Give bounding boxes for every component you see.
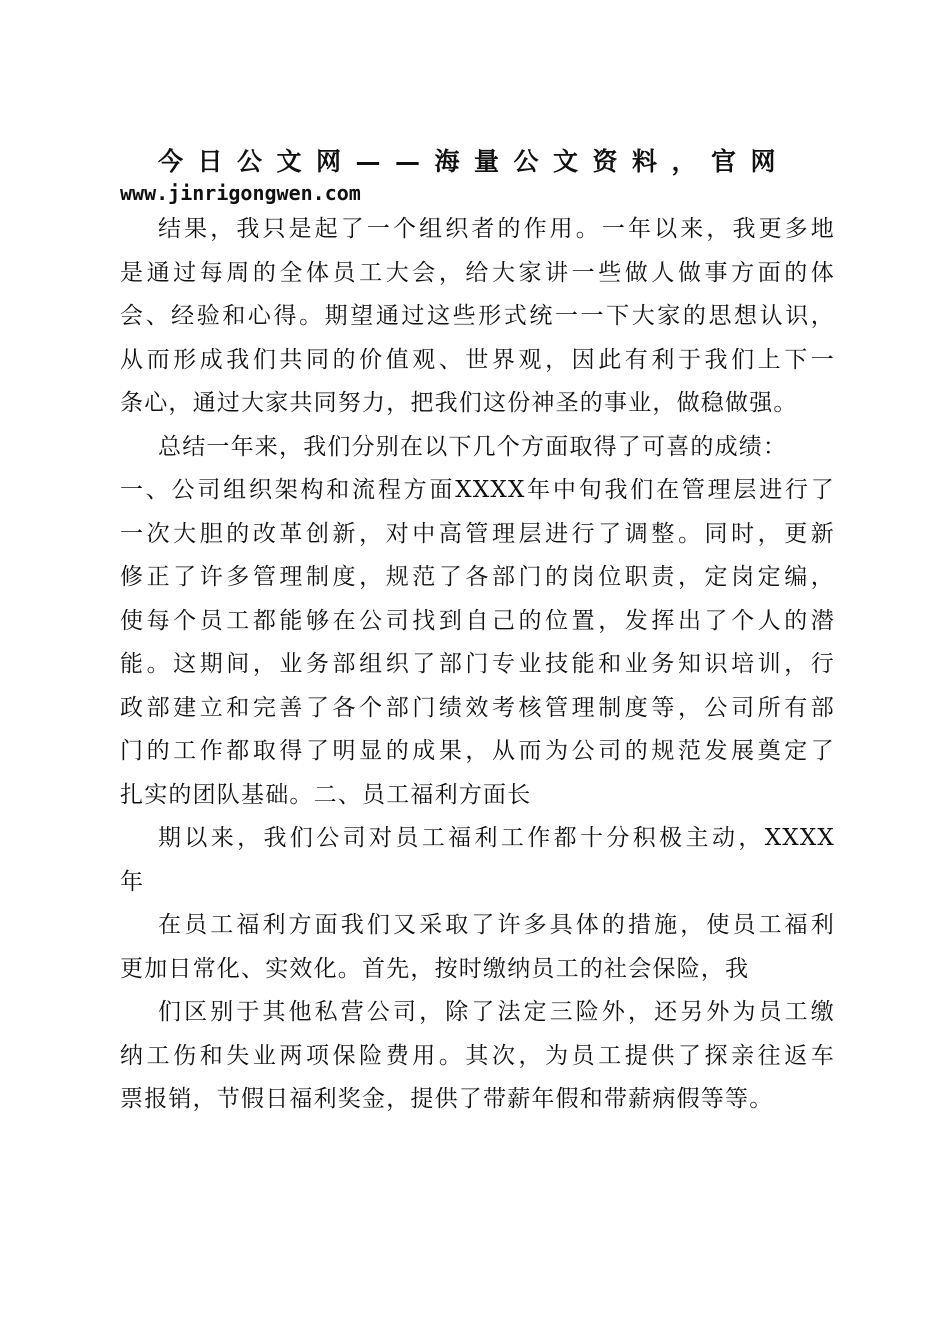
text-line: 修正了许多管理制度，规范了各部门的岗位职责，定岗定编， [120, 564, 835, 590]
text-line: 使每个员工都能够在公司找到自己的位置，发挥出了个人的潜 [120, 607, 835, 634]
header-title: 今日公文网——海量公文资料，官网 [158, 147, 791, 176]
text-line: 一、公司组织架构和流程方面XXXX年中旬我们在管理层进行了 [120, 477, 835, 503]
document-page [120, 140, 835, 1122]
text-line: 是通过每周的全体员工大会，给大家讲一些做人做事方面的体 [120, 259, 835, 286]
text-line: 们区别于其他私营公司，除了法定三险外，还另外为员工缴 [158, 999, 835, 1025]
text-line: 政部建立和完善了各个部门绩效考核管理制度等，公司所有部 [120, 694, 835, 721]
text-line: 一次大胆的改革创新，对中高管理层进行了调整。同时，更新 [120, 520, 835, 547]
header-url: www.jinrigongwen.com [120, 181, 361, 205]
text-line: 纳工伤和失业两项保险费用。其次，为员工提供了探亲往返车 [120, 1042, 835, 1069]
text-line: 更加日常化、实效化。首先，按时缴纳员工的社会保险，我 [120, 955, 750, 982]
text-line: 期以来，我们公司对员工福利工作都十分积极主动，XXXX [158, 825, 835, 851]
text-line: 在员工福利方面我们又采取了许多具体的措施，使员工福利 [158, 912, 835, 938]
paragraph [120, 469, 835, 817]
text-line: 结果，我只是起了一个组织者的作用。一年以来，我更多地 [158, 216, 835, 242]
paragraph [120, 817, 835, 904]
text-line: 会、经验和心得。期望通过这些形式统一一下大家的思想认识， [120, 303, 835, 329]
text-line: 扎实的团队基础。二、员工福利方面长 [120, 781, 532, 808]
text-line: 门的工作都取得了明显的成果，从而为公司的规范发展奠定了 [120, 738, 835, 764]
paragraph [120, 208, 835, 426]
text-line: 年 [120, 868, 145, 895]
text-line: 从而形成我们共同的价值观、世界观，因此有利于我们上下一 [120, 346, 835, 373]
document-body [120, 208, 835, 1122]
text-line: 票报销，节假日福利奖金，提供了带薪年假和带薪病假等等。 [120, 1086, 774, 1112]
text-line: 条心，通过大家共同努力，把我们这份神圣的事业，做稳做强。 [120, 390, 798, 416]
paragraph [120, 426, 835, 470]
paragraph [120, 904, 835, 991]
text-line: 能。这期间，业务部组织了部门专业技能和业务知识培训，行 [120, 651, 835, 677]
paragraph [120, 991, 835, 1122]
text-line: 总结一年来，我们分别在以下几个方面取得了可喜的成绩： [158, 433, 788, 460]
